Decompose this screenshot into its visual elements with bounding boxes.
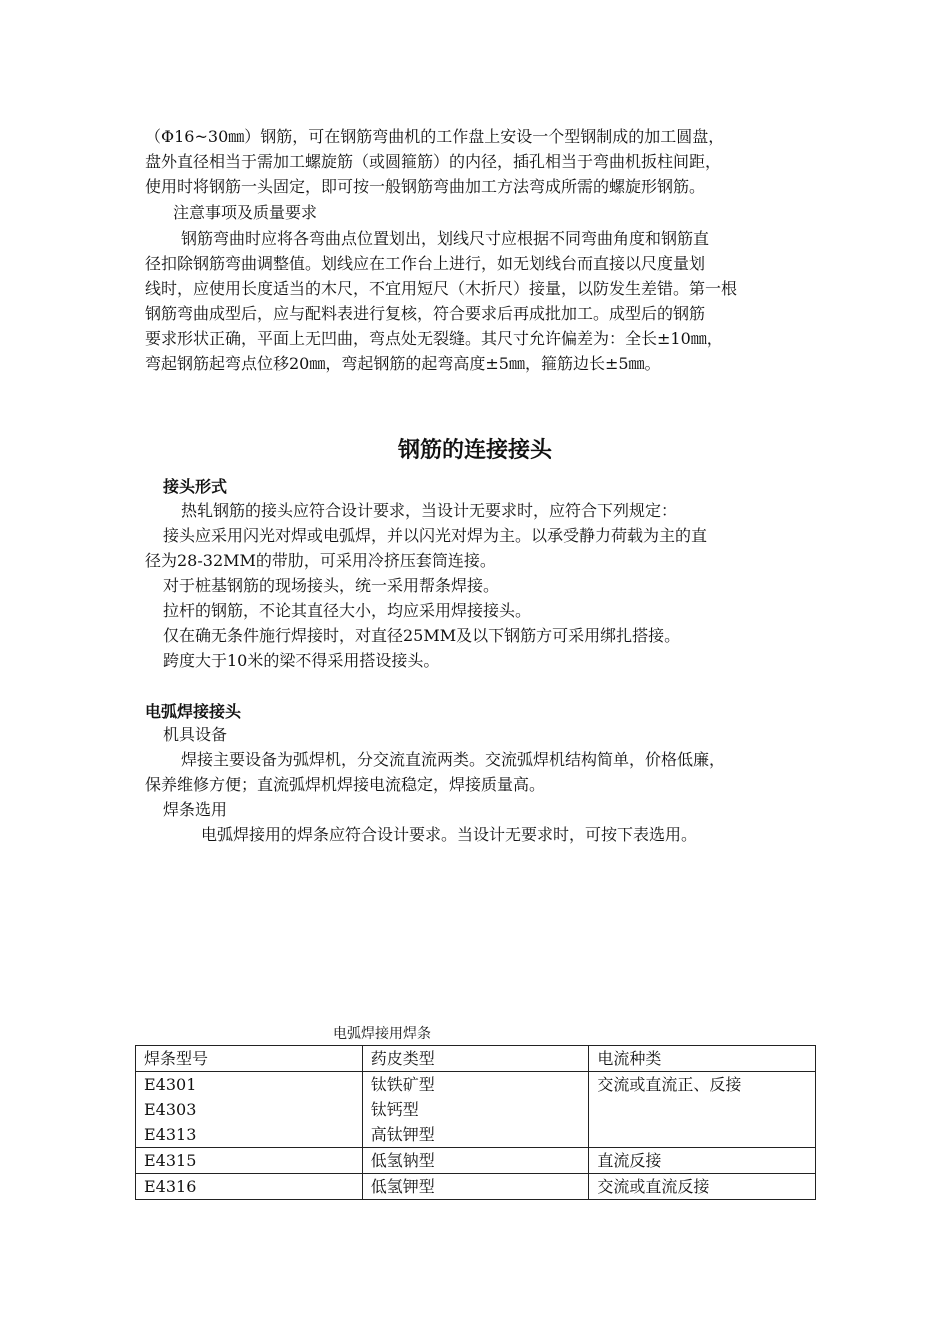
header-cell: 焊条型号 xyxy=(136,1046,363,1072)
coating-cell xyxy=(362,1072,589,1148)
model-cell xyxy=(136,1148,363,1174)
table-row xyxy=(136,1174,816,1200)
text-line: 线时，应使用长度适当的木尺，不宜用短尺（木折尺）接量，以防发生差错。第一根 xyxy=(145,279,738,298)
table-header-row xyxy=(136,1046,816,1072)
text-line: 跨度大于10米的梁不得采用搭设接头。 xyxy=(163,651,440,670)
notes-paragraph xyxy=(145,226,825,376)
text-line: 弯起钢筋起弯点位移20㎜，弯起钢筋的起弯高度±5㎜，箍筋边长±5㎜。 xyxy=(145,354,661,373)
equipment-heading: 机具设备 xyxy=(163,725,228,744)
table-caption: 电弧焊接用焊条 xyxy=(333,1026,431,1042)
table-row xyxy=(136,1148,816,1174)
coating-cell xyxy=(362,1174,589,1200)
cell-line: 高钛钾型 xyxy=(370,1125,435,1144)
cell-line: E4303 xyxy=(144,1100,197,1119)
coating-cell xyxy=(362,1148,589,1174)
header-cell: 电流种类 xyxy=(589,1046,816,1072)
text-line: 钢筋弯曲时应将各弯曲点位置划出，划线尺寸应根据不同弯曲角度和钢筋直 xyxy=(181,229,710,248)
text-line: 要求形状正确，平面上无凹曲，弯点处无裂缝。其尺寸允许偏差为：全长±10㎜， xyxy=(145,329,723,348)
current-cell xyxy=(589,1072,816,1148)
cell-line: 钛铁矿型 xyxy=(370,1075,435,1094)
text-line: 径为28-32MM的带肋，可采用冷挤压套筒连接。 xyxy=(145,551,496,570)
model-cell xyxy=(136,1174,363,1200)
text-line: 焊接主要设备为弧焊机，分交流直流两类。交流弧焊机结构简单，价格低廉， xyxy=(181,750,726,769)
joint-form-heading: 接头形式 xyxy=(163,477,228,496)
joint-form-paragraph xyxy=(145,498,843,673)
text-line: 拉杆的钢筋，不论其直径大小，均应采用焊接接头。 xyxy=(163,601,532,620)
text-line: 盘外直径相当于需加工螺旋筋（或圆箍筋）的内径，插孔相当于弯曲机扳柱间距， xyxy=(145,152,722,171)
text-line: 钢筋弯曲成型后，应与配料表进行复核，符合要求后再成批加工。成型后的钢筋 xyxy=(145,304,706,323)
cell-line: 低氢钠型 xyxy=(370,1151,435,1170)
text-line: 径扣除钢筋弯曲调整值。划线应在工作台上进行，如无划线台而直接以尺度量划 xyxy=(145,254,706,273)
rod-paragraph: 电弧焊接用的焊条应符合设计要求。当设计无要求时，可按下表选用。 xyxy=(201,825,698,844)
text-line: 仅在确无条件施行焊接时，对直径25MM及以下钢筋方可采用绑扎搭接。 xyxy=(163,626,681,645)
text-line: 接头应采用闪光对焊或电弧焊，并以闪光对焊为主。以承受静力荷载为主的直 xyxy=(163,526,708,545)
text-line: 使用时将钢筋一头固定，即可按一般钢筋弯曲加工方法弯成所需的螺旋形钢筋。 xyxy=(145,177,706,196)
section-title: 钢筋的连接接头 xyxy=(397,438,552,463)
cell-line: 直流反接 xyxy=(597,1151,662,1170)
table-row xyxy=(136,1072,816,1148)
cell-line: 交流或直流反接 xyxy=(597,1177,710,1196)
current-cell xyxy=(589,1174,816,1200)
cell-line: 交流或直流正、反接 xyxy=(597,1075,742,1094)
cell-line: E4301 xyxy=(144,1075,197,1094)
header-cell: 药皮类型 xyxy=(362,1046,589,1072)
bending-intro-paragraph xyxy=(145,124,825,199)
cell-line: 低氢钾型 xyxy=(370,1177,435,1196)
text-line: 保养维修方便；直流弧焊机焊接电流稳定，焊接质量高。 xyxy=(145,775,546,794)
cell-line: 钛钙型 xyxy=(370,1100,419,1119)
text-line: 热轧钢筋的接头应符合设计要求，当设计无要求时，应符合下列规定： xyxy=(181,501,678,520)
text-line: （Φ16~30㎜）钢筋，可在钢筋弯曲机的工作盘上安设一个型钢制成的加工圆盘， xyxy=(145,127,725,146)
rod-heading: 焊条选用 xyxy=(163,800,228,819)
text-line: 对于桩基钢筋的现场接头，统一采用帮条焊接。 xyxy=(163,576,500,595)
cell-line: E4315 xyxy=(144,1151,197,1170)
current-cell xyxy=(589,1148,816,1174)
equipment-paragraph xyxy=(145,747,825,797)
cell-line: E4316 xyxy=(144,1177,197,1196)
arc-welding-heading: 电弧焊接接头 xyxy=(145,702,242,721)
notes-heading: 注意事项及质量要求 xyxy=(173,203,318,222)
electrode-table xyxy=(135,1045,816,1200)
model-cell xyxy=(136,1072,363,1148)
cell-line: E4313 xyxy=(144,1125,197,1144)
